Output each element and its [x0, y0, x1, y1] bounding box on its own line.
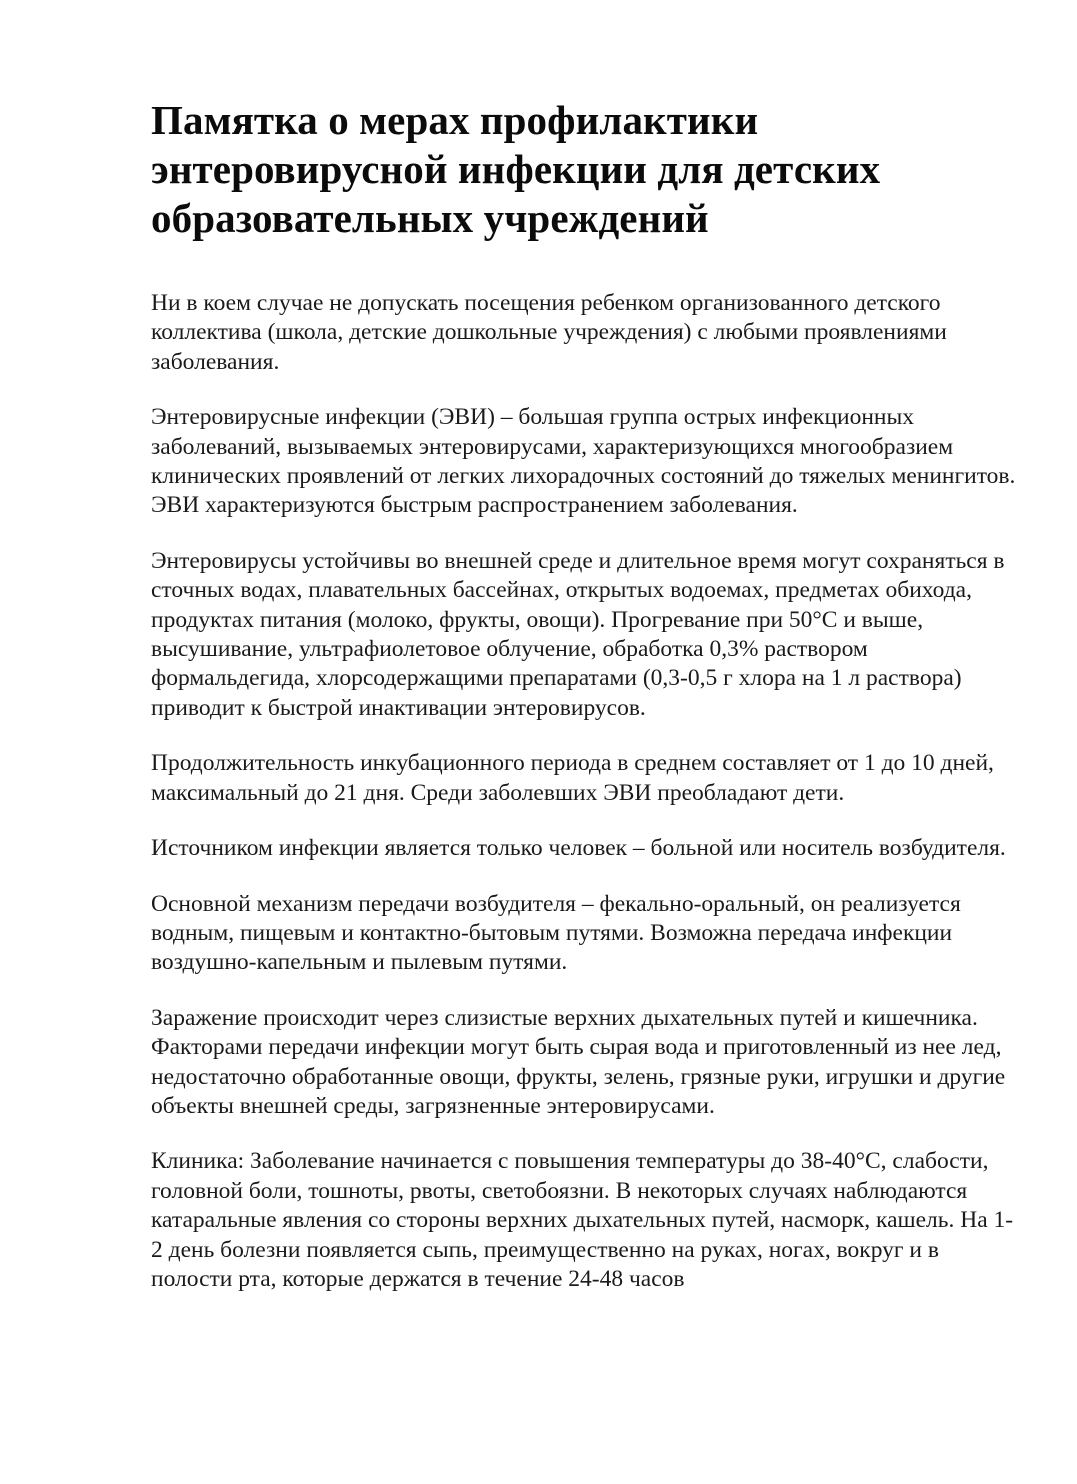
paragraph-virus-resistance: Энтеровирусы устойчивы во внешней среде и длительное время могут сохраняться в сточных водах, плавательных бассейнах, открытых водоемах, предметах обихода, продуктах питания (молоко, фрукты, овощи). Прогревание при 50°С и выше, высушивание, ультрафиолетовое облучение, обработка 0,3% раствором формальдегида, хлорсодержащими препаратами (0,3-0,5 г хлора на 1 л раствора) приводит к быстрой инактивации энтеровирусов. — [151, 547, 1005, 721]
document-title: Памятка о мерах профилактики энтеровирусной инфекции для детских образовательных учреждений — [151, 97, 881, 241]
paragraph-transmission-mechanism: Основной механизм передачи возбудителя – фекально-оральный, он реализуется водным, пищевым и контактно-бытовым путями. Возможна передача инфекции воздушно-капельным и пылевым путями. — [151, 890, 961, 976]
paragraph-clinical-picture: Клиника: Заболевание начинается с повышения температуры до 38-40°С, слабости, головной боли, тошноты, рвоты, светобоязни. В некоторых случаях наблюдаются катаральные явления со стороны верхних дыхательных путей, насморк, кашель. На 1-2 день болезни появляется сыпь, преимущественно на руках, ногах, вокруг и в полости рта, которые держатся в течение 24-48 часов — [151, 1148, 1014, 1292]
paragraph-infection-route: Заражение происходит через слизистые верхних дыхательных путей и кишечника. Факторами передачи инфекции могут быть сырая вода и приготовленный из нее лед, недостаточно обработанные овощи, фрукты, зелень, грязные руки, игрушки и другие объекты внешней среды, загрязненные энтеровирусами. — [151, 1004, 1006, 1119]
paragraph-no-attendance: Ни в коем случае не допускать посещения ребенком организованного детского коллектива (школа, детские дошкольные учреждения) с любыми проявлениями заболевания. — [151, 290, 947, 375]
paragraph-evi-definition: Энтеровирусные инфекции (ЭВИ) – большая группа острых инфекционных заболеваний, вызываемых энтеровирусами, характеризующихся многообразием клинических проявлений от легких лихорадочных состояний до тяжелых менингитов. ЭВИ характеризуются быстрым распространением заболевания. — [151, 404, 1016, 519]
document-page — [151, 96, 1021, 1320]
paragraph-infection-source: Источником инфекции является только человек – больной или носитель возбудителя. — [151, 835, 1006, 862]
paragraph-incubation-period: Продолжительность инкубационного периода в среднем составляет от 1 до 10 дней, максимальный до 21 дня. Среди заболевших ЭВИ преобладают дети. — [151, 750, 994, 806]
